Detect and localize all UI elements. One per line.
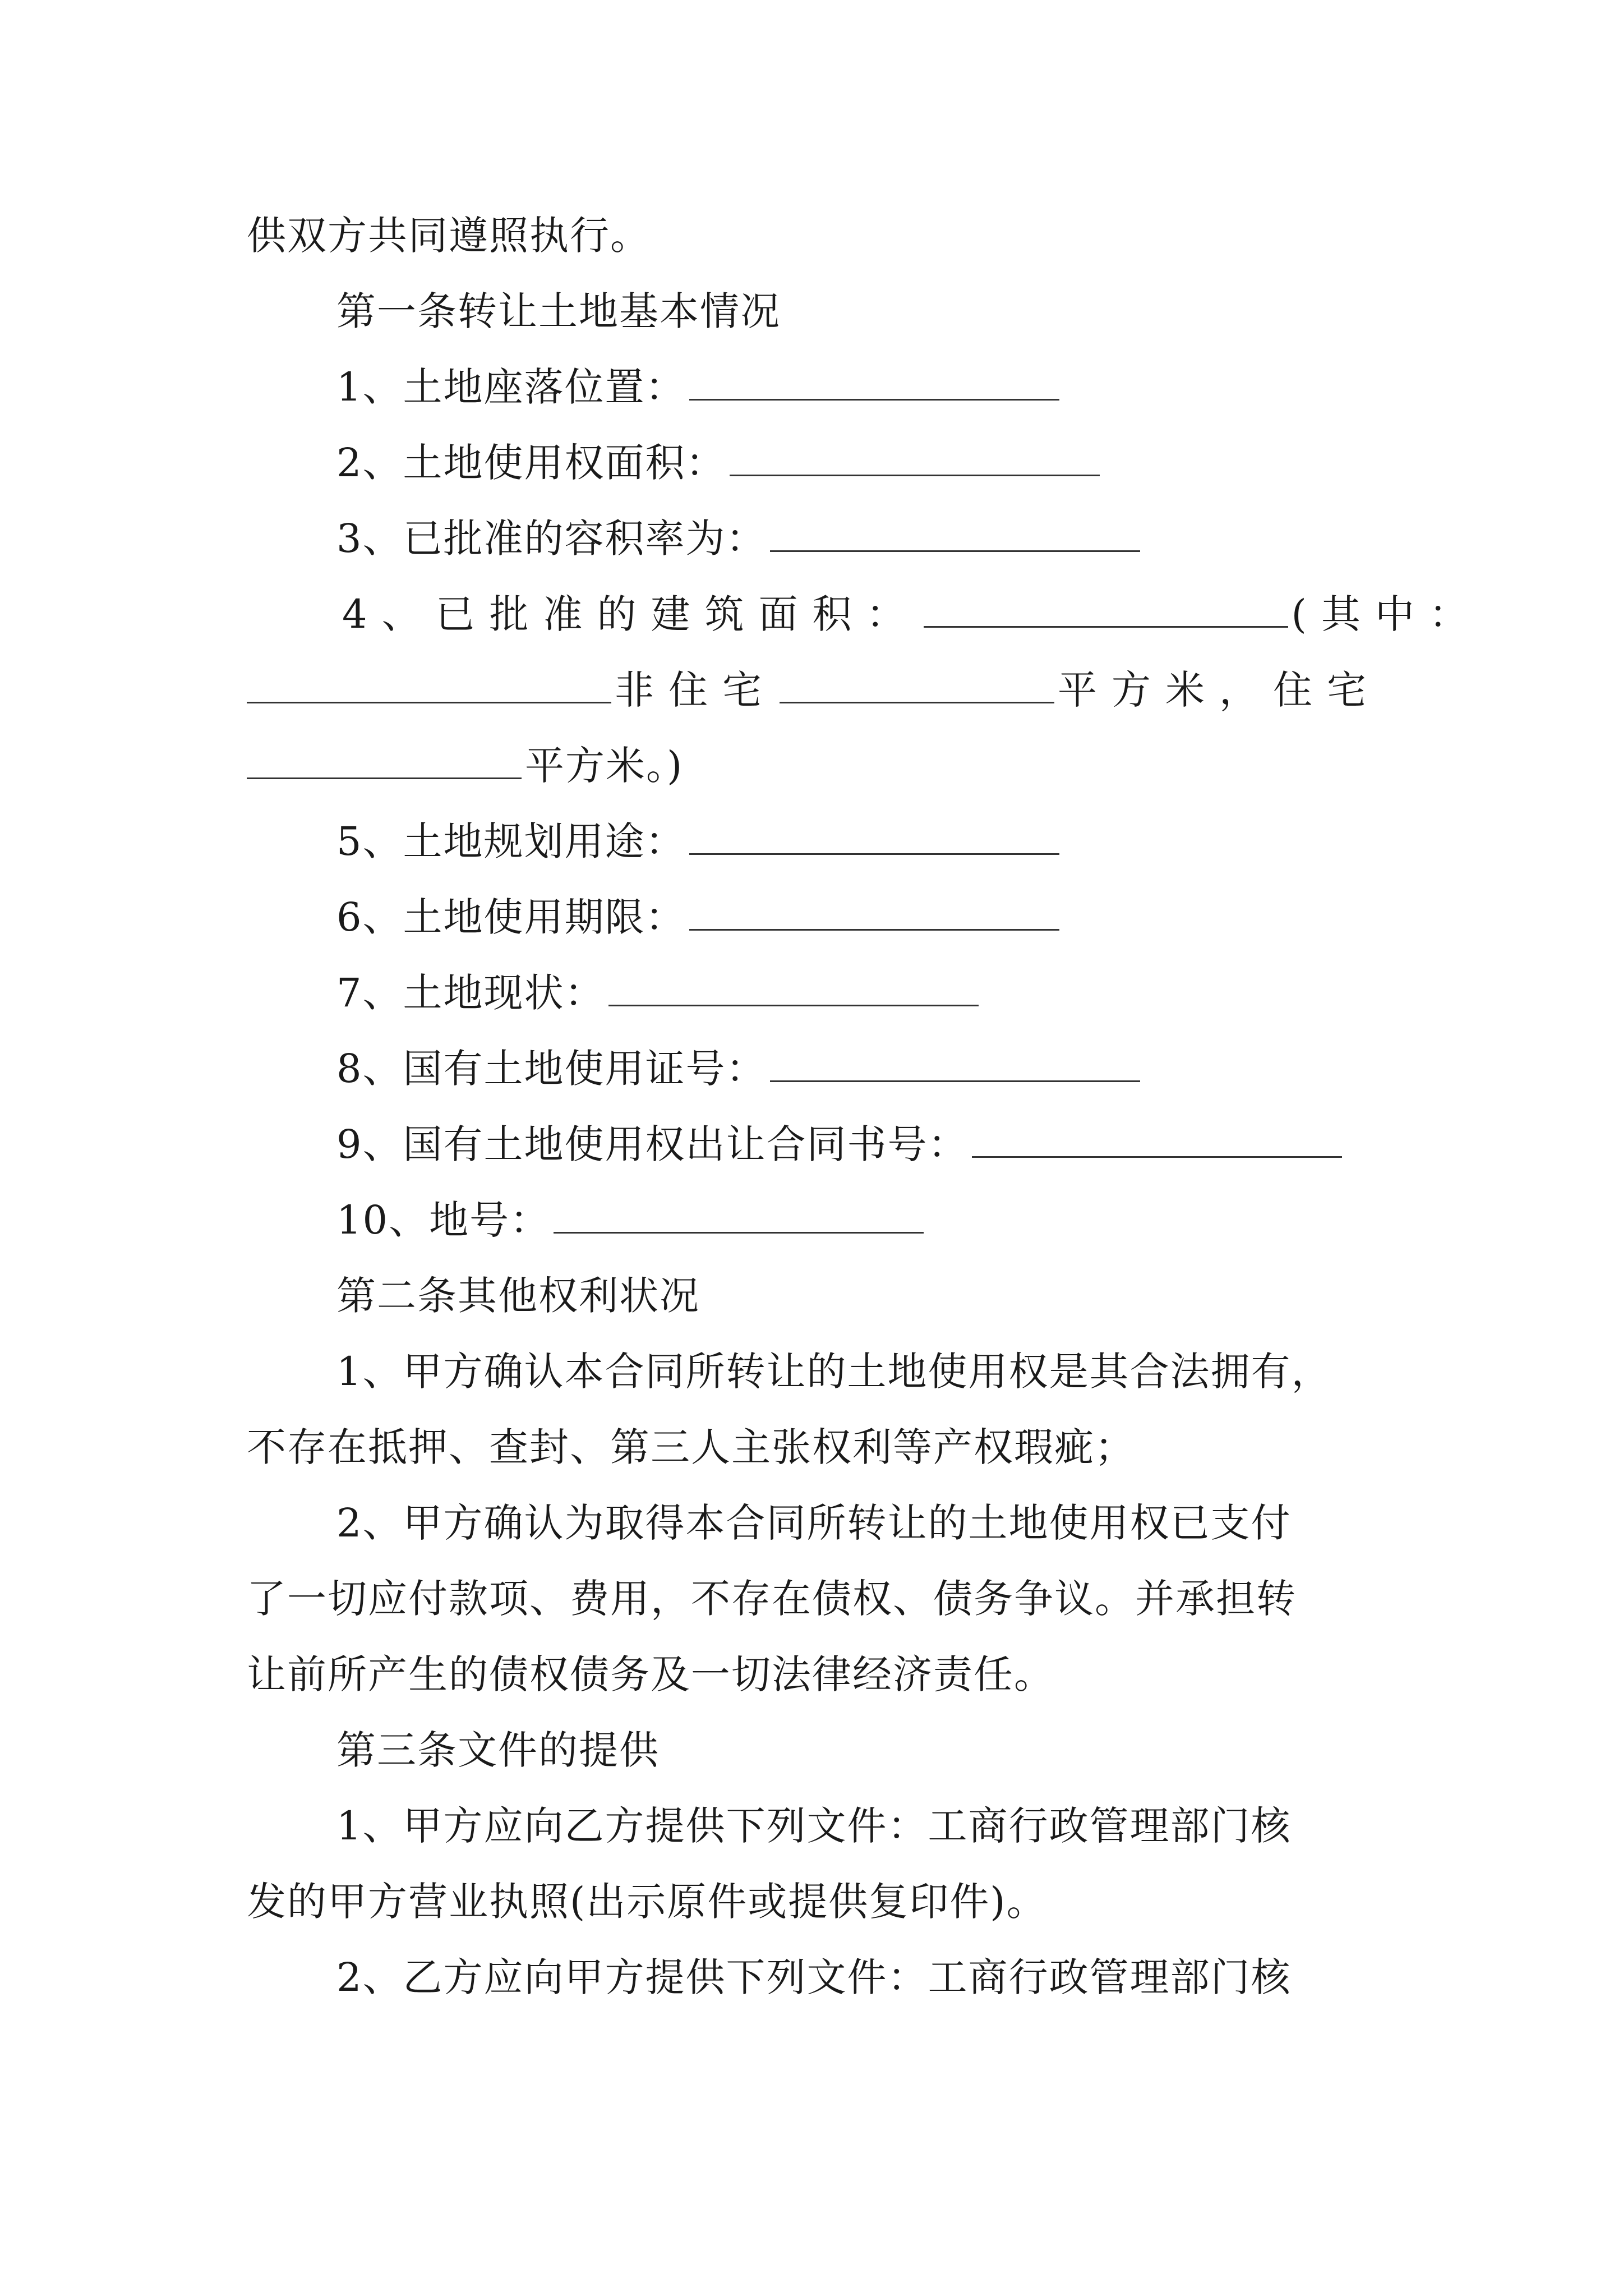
blank-line <box>972 1122 1342 1158</box>
field-contract-number: 9、国有土地使用权出让合同书号： <box>336 1119 1345 1170</box>
blank-line <box>780 668 1054 703</box>
field-building-area-cont: 非住宅 平方米，住宅 <box>247 665 1381 715</box>
blank-line <box>770 1047 1140 1082</box>
text-line-3-1b: 发的甲方营业执照(出示原件或提供复印件)。 <box>247 1879 1047 1925</box>
field-land-term: 6、土地使用期限： <box>336 892 1063 942</box>
blank-line <box>689 895 1059 931</box>
blank-line <box>247 668 611 703</box>
section-heading-2: 第二条其他权利状况 <box>336 1273 700 1319</box>
text-line-1: 供双方共同遵照执行。 <box>247 213 651 259</box>
field-lot-number: 10、地号： <box>336 1195 927 1245</box>
text-line-2-1a: 1、甲方确认本合同所转让的土地使用权是其合法拥有， <box>336 1349 1332 1395</box>
blank-line <box>608 971 979 1006</box>
blank-line <box>730 441 1100 476</box>
text-line-2-2a: 2、甲方确认为取得本合同所转让的土地使用权已支付 <box>336 1500 1292 1546</box>
field-building-area: 4、已批准的建筑面积： (其中： <box>342 591 1483 637</box>
blank-line <box>924 592 1288 628</box>
text-line-2-2b: 了一切应付款项、费用，不存在债权、债务争议。并承担转 <box>247 1576 1297 1622</box>
field-building-area-end: 平方米。) <box>247 740 683 791</box>
blank-line <box>689 820 1059 855</box>
field-plot-ratio: 3、已批准的容积率为： <box>336 513 1144 564</box>
blank-line <box>247 744 522 779</box>
text-line-2-1b: 不存在抵押、查封、第三人主张权利等产权瑕疵； <box>247 1424 1135 1470</box>
field-land-area: 2、土地使用权面积： <box>336 438 1103 488</box>
field-land-status: 7、土地现状： <box>336 968 982 1018</box>
blank-line <box>770 517 1140 552</box>
field-land-location: 1、土地座落位置： <box>336 362 1063 412</box>
blank-line <box>689 365 1059 401</box>
field-land-certificate: 8、国有土地使用证号： <box>336 1043 1144 1094</box>
section-heading-3: 第三条文件的提供 <box>336 1727 660 1773</box>
text-line-2-2c: 让前所产生的债权债务及一切法律经济责任。 <box>247 1651 1054 1697</box>
text-line-3-2a: 2、乙方应向甲方提供下列文件：工商行政管理部门核 <box>336 1954 1292 2000</box>
field-land-use: 5、土地规划用途： <box>336 816 1063 867</box>
text-line-3-1a: 1、甲方应向乙方提供下列文件：工商行政管理部门核 <box>336 1803 1292 1849</box>
blank-line <box>554 1198 924 1234</box>
section-heading-1: 第一条转让土地基本情况 <box>336 288 781 334</box>
